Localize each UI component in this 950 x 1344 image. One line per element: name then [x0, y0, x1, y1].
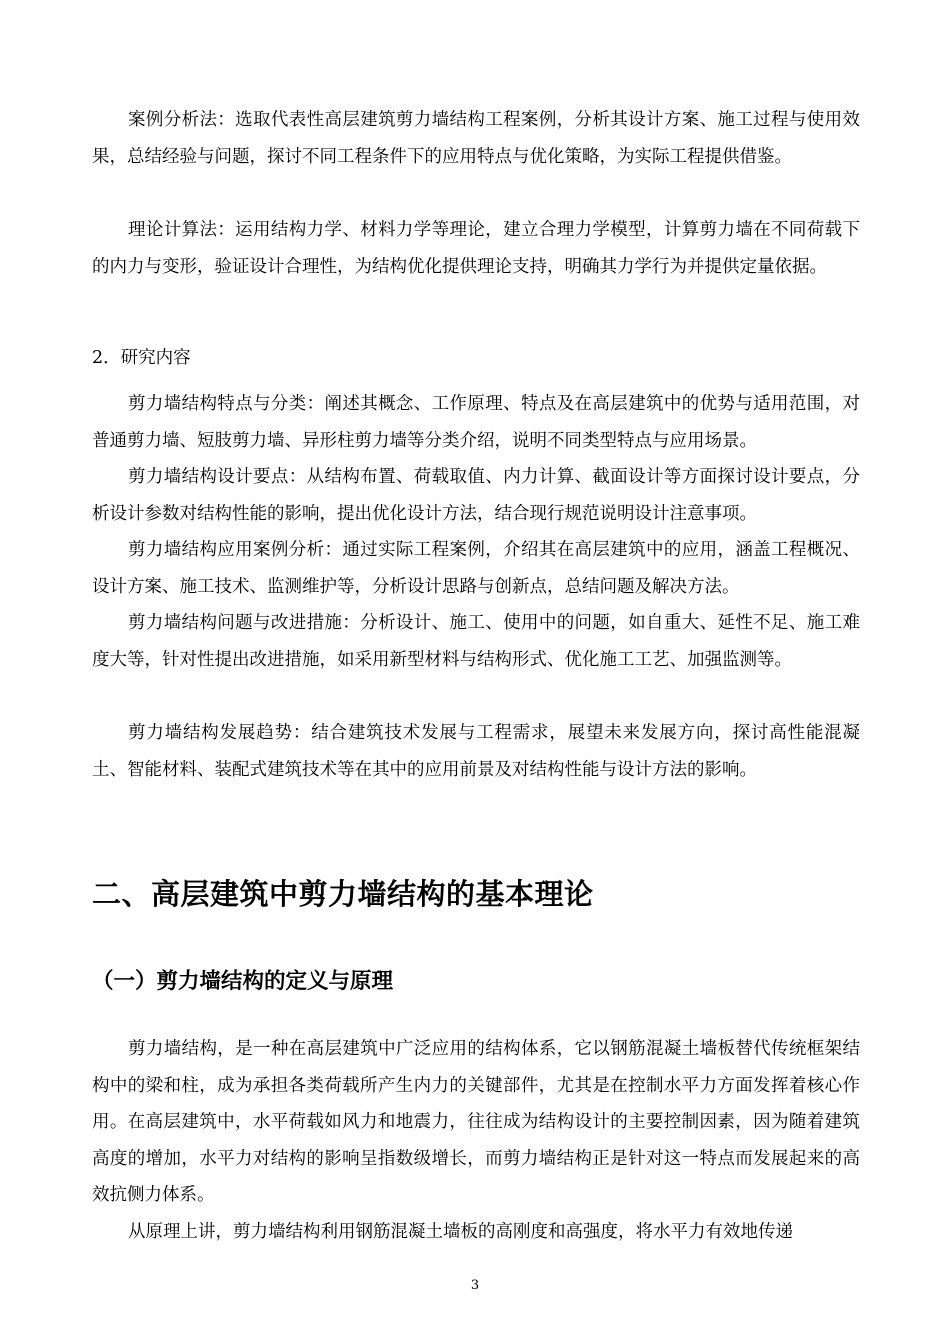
- subheading-research-content: 2．研究内容: [92, 348, 191, 368]
- paragraph-problems: 剪力墙结构问题与改进措施：分析设计、施工、使用中的问题，如自重大、延性不足、施工难度大等，针对性提出改进措施，如采用新型材料与结构形式、优化施工工艺、加强监测等。: [92, 613, 860, 670]
- paragraph-case-study: 剪力墙结构应用案例分析：通过实际工程案例，介绍其在高层建筑中的应用，涵盖工程概况、设计方案、施工技术、监测维护等，分析设计思路与创新点，总结问题及解决方法。: [92, 540, 860, 597]
- paragraph-trends: 剪力墙结构发展趋势：结合建筑技术发展与工程需求，展望未来发展方向，探讨高性能混凝土、智能材料、装配式建筑技术等在其中的应用前景及对结构性能与设计方法的影响。: [92, 723, 860, 780]
- paragraph-design-points: 剪力墙结构设计要点：从结构布置、荷载取值、内力计算、截面设计等方面探讨设计要点，分析设计参数对结构性能的影响，提出优化设计方法，结合现行规范说明设计注意事项。: [92, 467, 860, 524]
- paragraph-definition: 剪力墙结构，是一种在高层建筑中广泛应用的结构体系，它以钢筋混凝土墙板替代传统框架结构中的梁和柱，成为承担各类荷载所产生内力的关键部件，尤其是在控制水平力方面发挥着核心作用。在高层建筑中，水平荷载如风力和地震力，往往成为结构设计的主要控制因素，因为随着建筑高度的增加，水平力对结构的影响呈指数级增长，而剪力墙结构正是针对这一特点而发展起来的高效抗侧力体系。: [92, 1039, 860, 1205]
- paragraph-case-analysis: 案例分析法：选取代表性高层建筑剪力墙结构工程案例，分析其设计方案、施工过程与使用效果，总结经验与问题，探讨不同工程条件下的应用特点与优化策略，为实际工程提供借鉴。: [92, 110, 860, 167]
- paragraph-theory-calculation: 理论计算法：运用结构力学、材料力学等理论，建立合理力学模型，计算剪力墙在不同荷载下的内力与变形，验证设计合理性，为结构优化提供理论支持，明确其力学行为并提供定量依据。: [92, 220, 860, 277]
- section-title: （一）剪力墙结构的定义与原理: [92, 969, 394, 994]
- paragraph-principle: 从原理上讲，剪力墙结构利用钢筋混凝土墙板的高刚度和高强度，将水平力有效地传递: [128, 1222, 793, 1242]
- paragraph-characteristics: 剪力墙结构特点与分类：阐述其概念、工作原理、特点及在高层建筑中的优势与适用范围，对普通剪力墙、短肢剪力墙、异形柱剪力墙等分类介绍，说明不同类型特点与应用场景。: [92, 394, 860, 451]
- page-number: 3: [470, 1278, 480, 1293]
- chapter-title: 二、高层建筑中剪力墙结构的基本理论: [92, 877, 594, 911]
